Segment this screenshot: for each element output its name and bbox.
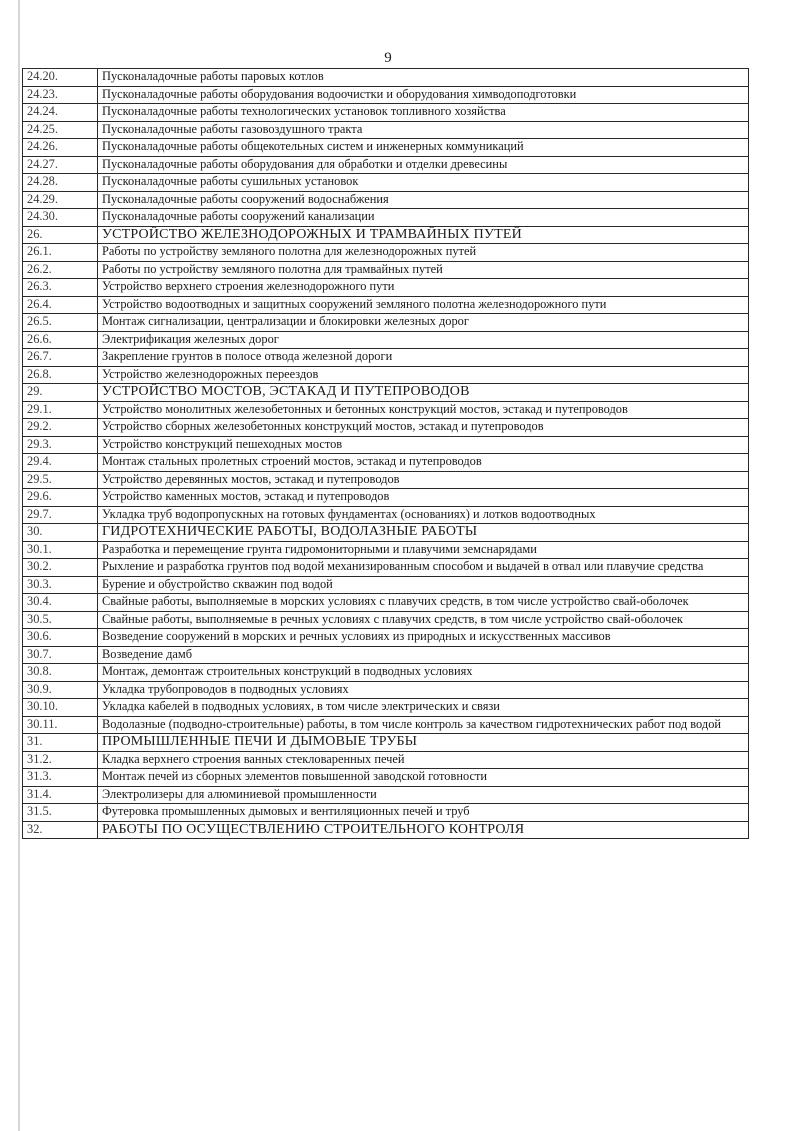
row-title: Свайные работы, выполняемые в речных условиях с плавучих средств, в том числе устройство свай-оболочек [98,611,749,629]
table-row [23,454,749,472]
row-code: 24.30. [23,209,98,227]
row-title: Устройство монолитных железобетонных и бетонных конструкций мостов, эстакад и путепроводов [98,401,749,419]
row-title: Пусконаладочные работы сушильных установок [98,174,749,192]
row-title: Пусконаладочные работы сооружений водоснабжения [98,191,749,209]
row-title: Укладка труб водопропускных на готовых фундаментах (основаниях) и лотков водоотводных [98,506,749,524]
row-code: 29.4. [23,454,98,472]
row-code: 30.9. [23,681,98,699]
row-title: Укладка кабелей в подводных условиях, в том числе электрических и связи [98,699,749,717]
row-code: 24.27. [23,156,98,174]
table-row [23,664,749,682]
table-row [23,594,749,612]
row-code: 26. [23,226,98,244]
row-code: 30.3. [23,576,98,594]
section-title: ПРОМЫШЛЕННЫЕ ПЕЧИ И ДЫМОВЫЕ ТРУБЫ [98,734,749,752]
row-title: Монтаж сигнализации, централизации и блокировки железных дорог [98,314,749,332]
section-row [23,821,749,839]
row-code: 30.1. [23,541,98,559]
row-code: 24.25. [23,121,98,139]
table-row [23,104,749,122]
table-row [23,559,749,577]
row-code: 26.6. [23,331,98,349]
table-row [23,541,749,559]
row-code: 31.3. [23,769,98,787]
row-title: Монтаж, демонтаж строительных конструкций в подводных условиях [98,664,749,682]
row-title: Работы по устройству земляного полотна для трамвайных путей [98,261,749,279]
row-code: 29.2. [23,419,98,437]
table-row [23,174,749,192]
row-code: 31.5. [23,804,98,822]
row-title: Пусконаладочные работы оборудования для обработки и отделки древесины [98,156,749,174]
table-row [23,314,749,332]
row-title: Электрификация железных дорог [98,331,749,349]
row-code: 30.10. [23,699,98,717]
row-code: 30.8. [23,664,98,682]
row-code: 30.7. [23,646,98,664]
table-row [23,86,749,104]
row-code: 26.8. [23,366,98,384]
section-title: РАБОТЫ ПО ОСУЩЕСТВЛЕНИЮ СТРОИТЕЛЬНОГО КОНТРОЛЯ [98,821,749,839]
row-title: Укладка трубопроводов в подводных условиях [98,681,749,699]
row-title: Устройство конструкций пешеходных мостов [98,436,749,454]
section-row [23,524,749,542]
table-row [23,699,749,717]
row-code: 26.4. [23,296,98,314]
table-row [23,769,749,787]
row-title: Работы по устройству земляного полотна для железнодорожных путей [98,244,749,262]
row-code: 26.3. [23,279,98,297]
row-title: Устройство деревянных мостов, эстакад и путепроводов [98,471,749,489]
section-row [23,734,749,752]
row-title: Водолазные (подводно-строительные) работы, в том числе контроль за качеством гидротехнических работ под водой [98,716,749,734]
row-code: 26.1. [23,244,98,262]
section-row [23,384,749,402]
row-title: Возведение дамб [98,646,749,664]
row-title: Свайные работы, выполняемые в морских условиях с плавучих средств, в том числе устройство свай-оболочек [98,594,749,612]
works-table-body [23,69,749,839]
row-title: Устройство каменных мостов, эстакад и путепроводов [98,489,749,507]
section-title: УСТРОЙСТВО МОСТОВ, ЭСТАКАД И ПУТЕПРОВОДОВ [98,384,749,402]
row-title: Монтаж стальных пролетных строений мостов, эстакад и путепроводов [98,454,749,472]
section-title: УСТРОЙСТВО ЖЕЛЕЗНОДОРОЖНЫХ И ТРАМВАЙНЫХ ПУТЕЙ [98,226,749,244]
table-row [23,629,749,647]
row-code: 30.11. [23,716,98,734]
row-title: Пусконаладочные работы паровых котлов [98,69,749,87]
row-code: 30.4. [23,594,98,612]
row-code: 26.5. [23,314,98,332]
table-row [23,366,749,384]
page-left-edge [18,0,20,1131]
table-row [23,419,749,437]
row-title: Устройство железнодорожных переездов [98,366,749,384]
table-row [23,296,749,314]
row-code: 30.6. [23,629,98,647]
table-row [23,716,749,734]
row-title: Пусконаладочные работы сооружений канализации [98,209,749,227]
row-title: Закрепление грунтов в полосе отвода железной дороги [98,349,749,367]
table-row [23,611,749,629]
row-title: Возведение сооружений в морских и речных условиях из природных и искусственных массивов [98,629,749,647]
table-row [23,681,749,699]
section-row [23,226,749,244]
row-code: 24.24. [23,104,98,122]
table-row [23,489,749,507]
page-number: 9 [384,50,392,66]
table-row [23,804,749,822]
row-code: 29. [23,384,98,402]
row-code: 29.7. [23,506,98,524]
row-title: Устройство водоотводных и защитных сооружений земляного полотна железнодорожного пути [98,296,749,314]
row-code: 24.26. [23,139,98,157]
row-title: Пусконаладочные работы общекотельных систем и инженерных коммуникаций [98,139,749,157]
row-title: Монтаж печей из сборных элементов повышенной заводской готовности [98,769,749,787]
table-row [23,244,749,262]
row-title: Бурение и обустройство скважин под водой [98,576,749,594]
row-code: 32. [23,821,98,839]
row-title: Электролизеры для алюминиевой промышленности [98,786,749,804]
row-title: Пусконаладочные работы технологических установок топливного хозяйства [98,104,749,122]
row-title: Пусконаладочные работы оборудования водоочистки и оборудования химводоподготовки [98,86,749,104]
table-row [23,349,749,367]
table-row [23,279,749,297]
table-row [23,261,749,279]
row-code: 26.2. [23,261,98,279]
row-code: 24.20. [23,69,98,87]
table-row [23,506,749,524]
table-row [23,401,749,419]
table-row [23,331,749,349]
table-row [23,139,749,157]
row-title: Рыхление и разработка грунтов под водой механизированным способом и выдачей в отвал или плавучие средства [98,559,749,577]
row-code: 24.28. [23,174,98,192]
row-code: 24.29. [23,191,98,209]
table-row [23,209,749,227]
row-code: 29.5. [23,471,98,489]
table-row [23,471,749,489]
table-row [23,156,749,174]
row-code: 29.1. [23,401,98,419]
table-row [23,751,749,769]
table-row [23,436,749,454]
row-title: Разработка и перемещение грунта гидромониторными и плавучими земснарядами [98,541,749,559]
row-title: Кладка верхнего строения ванных стекловаренных печей [98,751,749,769]
row-code: 24.23. [23,86,98,104]
row-code: 29.3. [23,436,98,454]
table-row [23,69,749,87]
table-row [23,191,749,209]
row-code: 31. [23,734,98,752]
row-code: 30.2. [23,559,98,577]
row-title: Пусконаладочные работы газовоздушного тракта [98,121,749,139]
row-code: 31.4. [23,786,98,804]
row-title: Устройство сборных железобетонных конструкций мостов, эстакад и путепроводов [98,419,749,437]
table-row [23,121,749,139]
section-title: ГИДРОТЕХНИЧЕСКИЕ РАБОТЫ, ВОДОЛАЗНЫЕ РАБОТЫ [98,524,749,542]
row-code: 29.6. [23,489,98,507]
row-title: Устройство верхнего строения железнодорожного пути [98,279,749,297]
row-code: 30. [23,524,98,542]
table-row [23,646,749,664]
row-code: 30.5. [23,611,98,629]
row-title: Футеровка промышленных дымовых и вентиляционных печей и труб [98,804,749,822]
row-code: 31.2. [23,751,98,769]
table-row [23,576,749,594]
table-row [23,786,749,804]
row-code: 26.7. [23,349,98,367]
works-table [22,68,749,839]
